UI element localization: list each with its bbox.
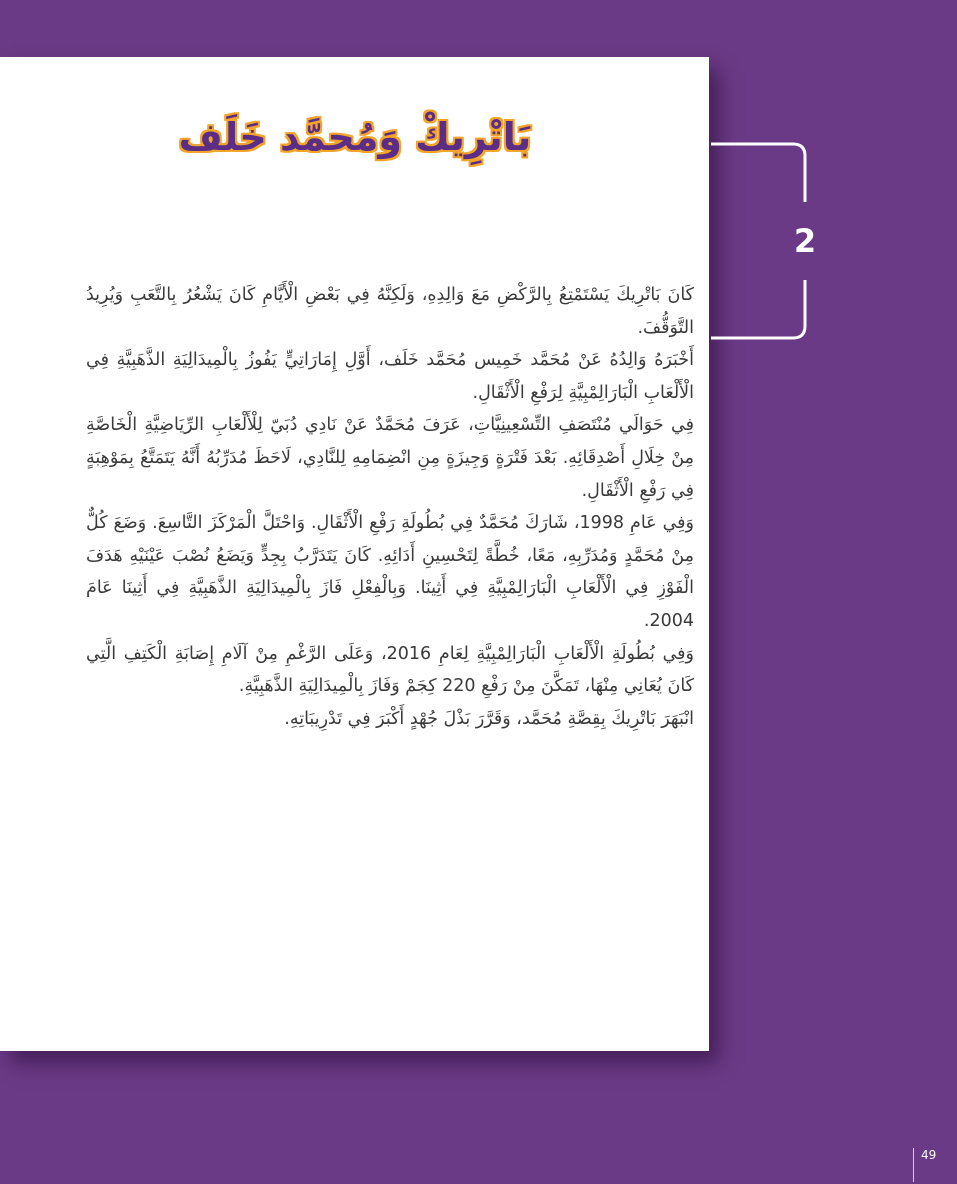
paragraph-6: انْبَهَرَ بَاتْرِيكَ بِقِصَّةِ مُحَمَّد، وَقَرَّرَ بَذْلَ جُهْدٍ أَكْبَرَ فِي تَدْرِيبَاتِهِ.	[284, 708, 694, 729]
story-page	[0, 57, 709, 1051]
paragraph-2: أَخْبَرَهُ وَالِدُهُ عَنْ مُحَمَّد خَمِيس مُحَمَّد خَلَف، أَوَّلِ إِمَارَاتِيٍّ يَفُوزُ بِالْمِيدَالِيَةِ الذَّهَبِيَّةِ فِي الْأَلْعَابِ الْبَارَالِمْبِيَّةِ لِرَفْعِ الْأَثْقَالِ.	[86, 350, 694, 403]
page-number-divider	[913, 1148, 914, 1182]
paragraph-1: كَانَ بَاتْرِيكَ يَسْتَمْتِعُ بِالرَّكْضِ مَعَ وَالِدِهِ، وَلَكِنَّهُ فِي بَعْضِ الْأَيَّامِ كَانَ يَشْعُرُ بِالتَّعَبِ وَيُرِيدُ التَّوَقُّفَ.	[86, 285, 694, 338]
paragraph-5: وَفِي بُطُولَةِ الْأَلْعَابِ الْبَارَالِمْبِيَّةِ لِعَامِ 2016، وَعَلَى الرَّغْمِ مِنْ آلَامِ إِصَابَةِ الْكَتِفِ الَّتِي كَانَ يُعَانِي مِنْهَا، تَمَكَّنَ مِنْ رَفْعِ 220 كِجَمْ وَفَازَ بِالْمِيدَالِيَةِ الذَّهَبِيَّةِ.	[86, 643, 694, 697]
chapter-number: 2	[793, 222, 817, 260]
paragraph-3: فِي حَوَالَي مُنْتَصَفِ التِّسْعِينِيَّاتِ، عَرَفَ مُحَمَّدٌ عَنْ نَادِي دُبَيّ لِلْأَلْعَابِ الرِّيَاضِيَّةِ الْخَاصَّةِ مِنْ خِلَالِ أَصْدِقَائِهِ. بَعْدَ فَتْرَةٍ وَجِيزَةٍ مِنِ انْضِمَامِهِ لِلنَّادِي، لَاحَظَ مُدَرِّبُهُ أَنَّهُ يَتَمَتَّعُ بِمَوْهِبَةٍ فِي رَفْعِ الْأَثْقَالِ.	[86, 415, 694, 501]
paragraph-4: وَفِي عَامِ 1998، شَارَكَ مُحَمَّدٌ فِي بُطُولَةِ رَفْعِ الْأَثْقَالِ. وَاحْتَلَّ الْمَرْكَزَ التَّاسِعَ. وَضَعَ كُلٌّ مِنْ مُحَمَّدٍ وَمُدَرِّبِهِ، مَعًا، خُطَّةً لِتَحْسِينِ أَدَائِهِ. كَانَ يَتَدَرَّبُ بِجِدٍّ وَيَضَعُ نُصْبَ عَيْنَيْهِ هَدَفَ الْفَوْزِ فِي الْأَلْعَابِ الْبَارَالِمْبِيَّةِ فِي أَثِينَا. وَبِالْفِعْلِ فَازَ بِالْمِيدَالِيَةِ الذَّهَبِيَّةِ فِي أَثِينَا عَامَ 2004.	[86, 513, 694, 631]
page-number: 49	[921, 1148, 937, 1162]
story-title: بَاتْرِيكْ وَمُحمَّد خَلَف	[178, 115, 532, 159]
story-body	[86, 279, 694, 735]
